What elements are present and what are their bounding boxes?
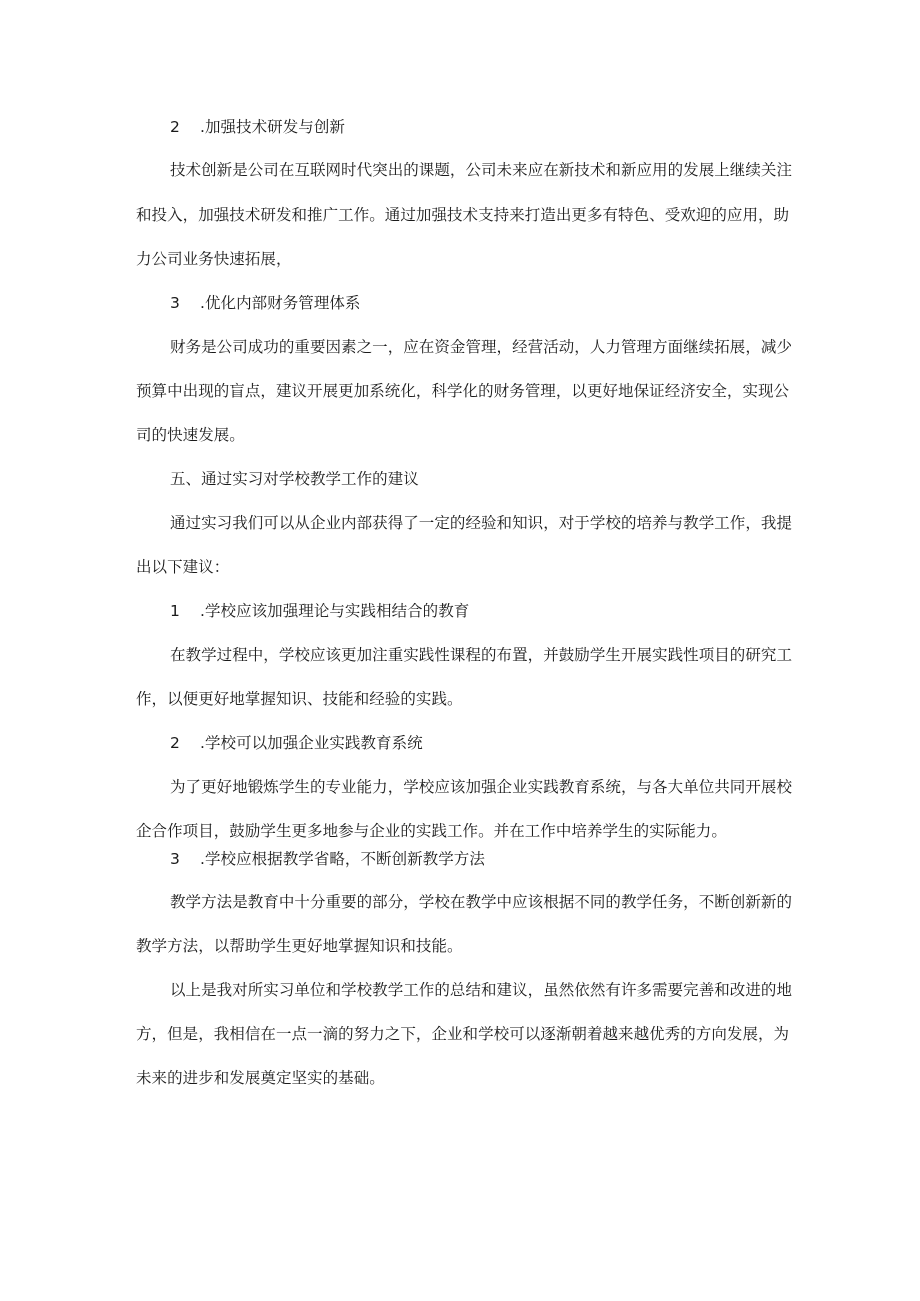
heading-text: .加强技术研发与创新 (200, 118, 345, 136)
paragraph-line: 司的快速发展。 (136, 426, 245, 444)
paragraph-line: 为了更好地锻炼学生的专业能力，学校应该加强企业实践教育系统，与各大单位共同开展校 (170, 778, 793, 796)
paragraph-line: 未来的进步和发展奠定坚实的基础。 (136, 1069, 385, 1087)
heading-theory-practice (170, 601, 830, 621)
heading-number: 2 (170, 118, 180, 136)
heading-text: .优化内部财务管理体系 (200, 294, 361, 312)
paragraph-line: 以上是我对所实习单位和学校教学工作的总结和建议，虽然依然有许多需要完善和改进的地 (170, 981, 793, 999)
heading-number: 3 (170, 294, 180, 312)
heading-number: 2 (170, 734, 180, 752)
heading-tech-innovation (170, 117, 830, 137)
heading-text: .学校可以加强企业实践教育系统 (200, 734, 423, 752)
paragraph-line: 力公司业务快速拓展， (136, 250, 292, 268)
heading-teaching-methods (170, 849, 830, 869)
heading-number: 3 (170, 850, 180, 868)
paragraph-line: 方，但是，我相信在一点一滴的努力之下，企业和学校可以逐渐朝着越来越优秀的方向发展，为 (136, 1025, 790, 1043)
paragraph-line: 教学方法是教育中十分重要的部分，学校在教学中应该根据不同的教学任务，不断创新新的 (170, 893, 793, 911)
heading-enterprise-practice (170, 733, 830, 753)
paragraph-line: 企合作项目，鼓励学生更多地参与企业的实践工作。并在工作中培养学生的实际能力。 (136, 822, 727, 840)
section-heading-school-suggestions: 五、通过实习对学校教学工作的建议 (170, 470, 419, 488)
paragraph-line: 预算中出现的盲点，建议开展更加系统化，科学化的财务管理，以更好地保证经济安全，实现公 (136, 382, 790, 400)
heading-text: .学校应根据教学省略，不断创新教学方法 (200, 850, 485, 868)
paragraph-line: 财务是公司成功的重要因素之一，应在资金管理，经营活动，人力管理方面继续拓展，减少 (170, 338, 793, 356)
paragraph-line: 在教学过程中，学校应该更加注重实践性课程的布置，并鼓励学生开展实践性项目的研究工 (170, 646, 793, 664)
paragraph-line: 教学方法，以帮助学生更好地掌握知识和技能。 (136, 937, 463, 955)
paragraph-line: 作，以便更好地掌握知识、技能和经验的实践。 (136, 690, 463, 708)
paragraph-line: 和投入，加强技术研发和推广工作。通过加强技术支持来打造出更多有特色、受欢迎的应用，助 (136, 206, 790, 224)
paragraph-line: 通过实习我们可以从企业内部获得了一定的经验和知识，对于学校的培养与教学工作，我提 (170, 514, 793, 532)
heading-finance-system (170, 293, 830, 313)
paragraph-line: 技术创新是公司在互联网时代突出的课题，公司未来应在新技术和新应用的发展上继续关注 (170, 161, 793, 179)
heading-number: 1 (170, 602, 180, 620)
paragraph-line: 出以下建议： (136, 558, 230, 576)
heading-text: .学校应该加强理论与实践相结合的教育 (200, 602, 470, 620)
